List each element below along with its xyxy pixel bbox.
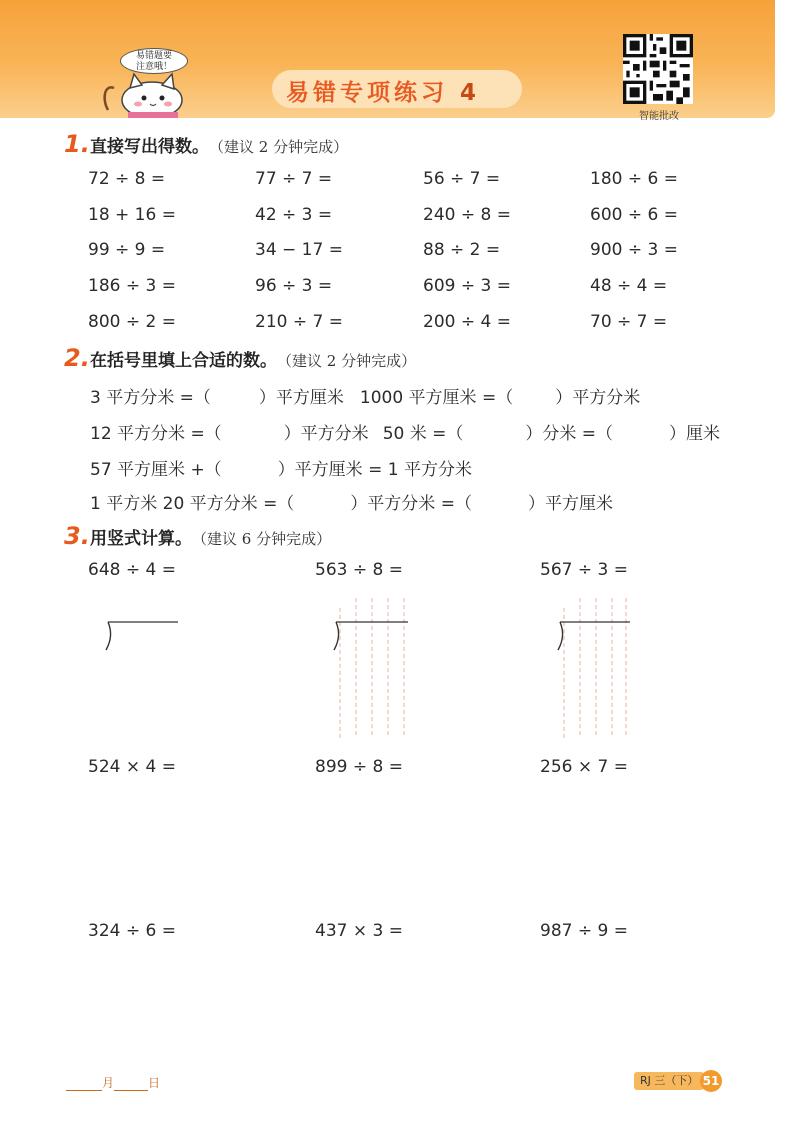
- s3-problem: 899 ÷ 8 =: [315, 757, 403, 777]
- s1-item: 18 + 16 =: [88, 205, 176, 225]
- day-label: 日: [148, 1076, 161, 1090]
- qr-code-icon[interactable]: [623, 34, 693, 104]
- s2-text: 12 平方分米 =（: [90, 424, 222, 444]
- s3-problem: 524 × 4 =: [88, 757, 176, 777]
- s1-item: 600 ÷ 6 =: [590, 205, 678, 225]
- section-3-heading: [64, 522, 331, 550]
- s1-item: 99 ÷ 9 =: [88, 240, 166, 260]
- s3-problem: 567 ÷ 3 =: [540, 560, 628, 580]
- division-bracket-guide: [328, 598, 410, 740]
- s1-item: 72 ÷ 8 =: [88, 169, 166, 189]
- s2-text: 1000 平方厘米 =（: [359, 388, 514, 408]
- s1-item: 77 ÷ 7 =: [255, 169, 333, 189]
- section-3-note: （建议 6 分钟完成）: [192, 530, 332, 548]
- section-2-title: 在括号里填上合适的数。: [90, 351, 277, 371]
- s2-text: 3 平方分米 =（: [90, 388, 211, 408]
- s1-item: 240 ÷ 8 =: [423, 205, 511, 225]
- section-1-title: 直接写出得数。: [90, 137, 209, 157]
- s3-problem: 256 × 7 =: [540, 757, 628, 777]
- section-1-heading: [64, 130, 348, 158]
- s1-item: 210 ÷ 7 =: [255, 312, 343, 332]
- s3-problem: 987 ÷ 9 =: [540, 921, 628, 941]
- month-label: 月: [102, 1076, 115, 1090]
- s2-text: ）平方厘米: [258, 388, 344, 408]
- s1-item: 48 ÷ 4 =: [590, 276, 668, 296]
- s2-text: 57 平方厘米 +（: [90, 460, 222, 480]
- s1-item: 609 ÷ 3 =: [423, 276, 511, 296]
- cat-mascot-icon: [100, 70, 192, 118]
- s1-item: 42 ÷ 3 =: [255, 205, 333, 225]
- page-title: [286, 74, 480, 107]
- s1-item: 186 ÷ 3 =: [88, 276, 176, 296]
- s1-item: 200 ÷ 4 =: [423, 312, 511, 332]
- s1-item: 96 ÷ 3 =: [255, 276, 333, 296]
- section-2-note: （建议 2 分钟完成）: [277, 352, 417, 370]
- section-3-title: 用竖式计算。: [90, 529, 192, 549]
- s1-item: 88 ÷ 2 =: [423, 240, 501, 260]
- s2-text: ）平方分米: [283, 424, 369, 444]
- s2-text: ）分米 =（: [525, 424, 614, 444]
- s2-line-3: [90, 455, 472, 480]
- section-2-number: 2.: [64, 344, 90, 372]
- section-1-note: （建议 2 分钟完成）: [209, 138, 349, 156]
- s2-line-2: [90, 419, 720, 444]
- s1-item: 70 ÷ 7 =: [590, 312, 668, 332]
- s2-text: ）厘米: [669, 424, 721, 444]
- s3-problem: 324 ÷ 6 =: [88, 921, 176, 941]
- page-title-text: 易错专项练习: [286, 80, 448, 106]
- s1-item: 800 ÷ 2 =: [88, 312, 176, 332]
- section-3-number: 3.: [64, 522, 90, 550]
- s2-text: ）平方厘米 = 1 平方分米: [277, 460, 472, 480]
- section-2-heading: [64, 344, 416, 372]
- s1-item: 56 ÷ 7 =: [423, 169, 501, 189]
- page-title-number: 4: [460, 80, 481, 106]
- s2-text: 50 米 =（: [382, 424, 464, 444]
- bubble-line-1: 易错题要: [135, 51, 172, 61]
- section-1-number: 1.: [64, 130, 90, 158]
- s1-item: 180 ÷ 6 =: [590, 169, 678, 189]
- s2-line-4: [90, 489, 613, 514]
- division-bracket: [100, 614, 182, 654]
- qr-label: 智能批改: [639, 111, 679, 122]
- s3-problem: 437 × 3 =: [315, 921, 403, 941]
- page-number: 51: [700, 1070, 722, 1092]
- s2-text: ）平方分米: [555, 388, 641, 408]
- s2-text: 1 平方米 20 平方分米 =（: [90, 494, 295, 514]
- s1-item: 900 ÷ 3 =: [590, 240, 678, 260]
- date-field[interactable]: [66, 1074, 160, 1091]
- s2-line-1: [90, 383, 640, 408]
- bubble-line-2: 注意哦！: [135, 62, 172, 72]
- s1-item: 34 − 17 =: [255, 240, 343, 260]
- s3-problem: 563 ÷ 8 =: [315, 560, 403, 580]
- s2-text: ）平方厘米: [527, 494, 613, 514]
- division-bracket-guide: [552, 598, 634, 740]
- grade-badge: RJ 三（下）: [634, 1072, 704, 1090]
- s2-text: ）平方分米 =（: [350, 494, 472, 514]
- s3-problem: 648 ÷ 4 =: [88, 560, 176, 580]
